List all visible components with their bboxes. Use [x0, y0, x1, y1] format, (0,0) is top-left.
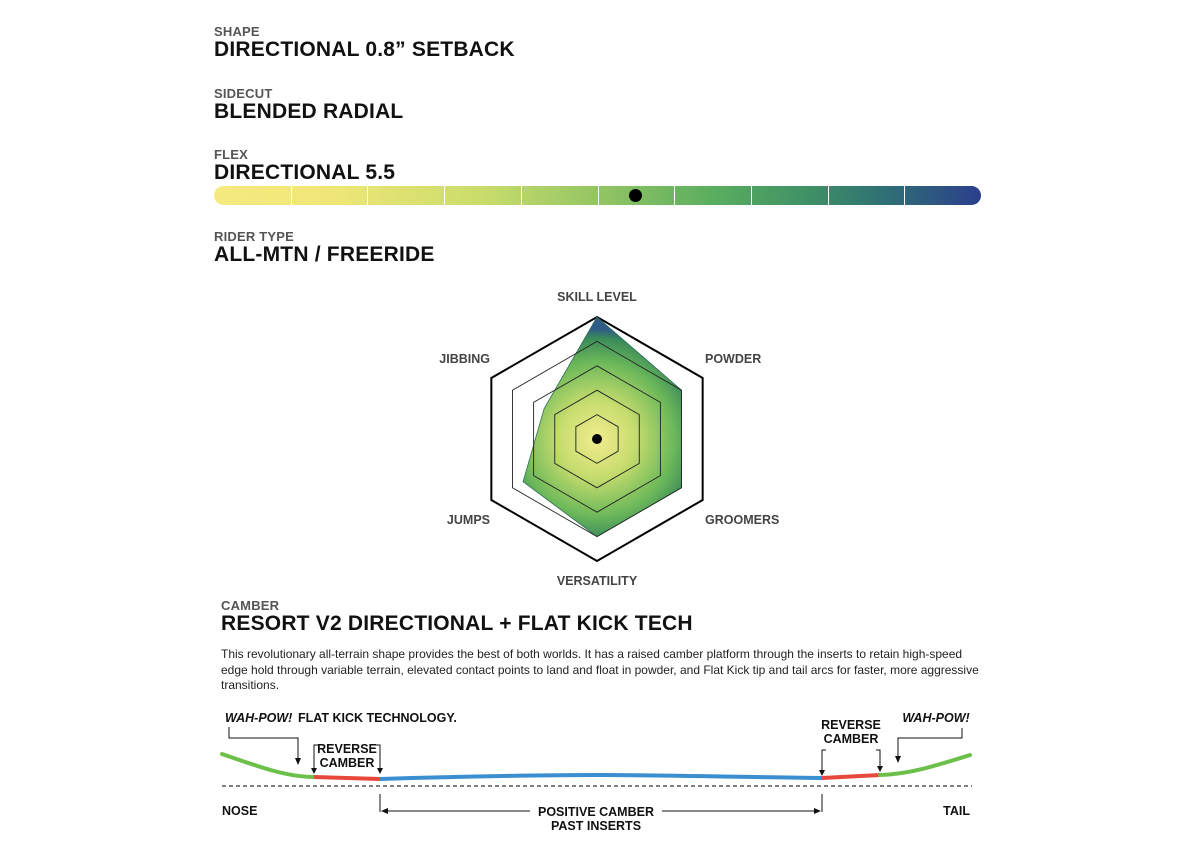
reverse-right-line1: REVERSE — [821, 718, 881, 732]
tail-label: TAIL — [943, 804, 970, 818]
wahpow-right-text: WAH-POW! — [902, 711, 970, 725]
shape-value: DIRECTIONAL 0.8” SETBACK — [214, 38, 515, 61]
flat-kick-left-leader — [229, 727, 298, 760]
positive-arrow-left — [381, 808, 388, 814]
reverse-left-arrow-r — [377, 768, 383, 774]
positive-arrow-right — [814, 808, 821, 814]
flex-label: FLEX — [214, 147, 249, 162]
shape-label: SHAPE — [214, 24, 260, 39]
reverse-right-line2: CAMBER — [823, 732, 879, 746]
radar-axis-label-versatility: VERSATILITY — [556, 574, 638, 588]
reverse-left-line1: REVERSE — [317, 742, 377, 756]
camber-description: This revolutionary all-terrain shape provides the best of both worlds. It has a raised camber platform through the inserts to retain high-speed edge hold through variable terrain, elevated contact points to land and float in powder, and Flat Kick tip and tail arcs for faster, more aggressive transitions. — [221, 647, 979, 692]
flat-kick-nose-segment — [222, 754, 314, 777]
reverse-left-bracket-l — [314, 745, 318, 770]
radar-axis-label-jibbing: JIBBING — [439, 352, 490, 366]
flat-kick-tail-segment — [880, 755, 970, 775]
rider-type-value: ALL-MTN / FREERIDE — [214, 243, 435, 266]
wahpow-right-arrow — [895, 756, 901, 763]
radar-axis-label-skill-level: SKILL LEVEL — [557, 290, 637, 304]
sidecut-value: BLENDED RADIAL — [214, 100, 404, 123]
positive-camber-segment — [380, 775, 822, 779]
flex-value: DIRECTIONAL 5.5 — [214, 161, 396, 184]
nose-label: NOSE — [222, 804, 258, 818]
radar-axis-label-groomers: GROOMERS — [705, 513, 780, 527]
positive-camber-line2: PAST INSERTS — [550, 819, 642, 833]
flat-kick-text: FLAT KICK TECHNOLOGY. — [298, 711, 457, 725]
reverse-camber-tail-segment — [822, 775, 880, 778]
reverse-camber-nose-segment — [314, 777, 380, 779]
radar-axis-label-jumps: JUMPS — [446, 513, 490, 527]
wahpow-left-text: WAH-POW! — [225, 711, 293, 725]
reverse-right-bracket-l — [822, 750, 826, 772]
rider-type-label: RIDER TYPE — [214, 229, 295, 244]
reverse-right-arrow-r — [877, 766, 883, 772]
wahpow-right-leader — [898, 728, 962, 758]
camber-value: RESORT V2 DIRECTIONAL + FLAT KICK TECH — [221, 612, 693, 635]
reverse-left-line2: CAMBER — [319, 756, 375, 770]
radar-center-dot — [592, 434, 602, 444]
reverse-right-arrow-l — [819, 770, 825, 776]
reverse-right-bracket-r — [876, 750, 880, 768]
reverse-left-bracket-r — [376, 745, 380, 770]
sidecut-label: SIDECUT — [214, 86, 273, 101]
radar-axis-label-powder: POWDER — [705, 352, 762, 366]
reverse-left-arrow-l — [311, 768, 317, 774]
positive-camber-line1: POSITIVE CAMBER — [538, 805, 654, 819]
flat-kick-left-arrow — [295, 758, 301, 765]
camber-label: CAMBER — [221, 598, 280, 613]
